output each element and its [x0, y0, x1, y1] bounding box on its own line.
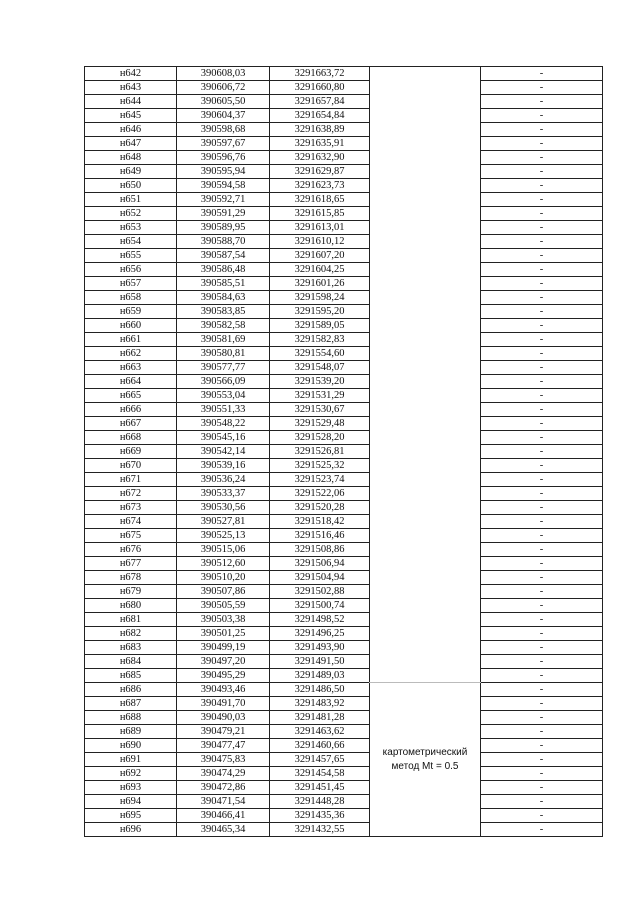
y-coordinate-cell: 3291432,55 [270, 823, 370, 837]
point-cell: н664 [85, 375, 177, 389]
y-coordinate-cell: 3291604,25 [270, 263, 370, 277]
table-body [85, 67, 603, 837]
y-coordinate-cell: 3291454,58 [270, 767, 370, 781]
note-cell: - [481, 767, 603, 781]
y-coordinate-cell: 3291654,84 [270, 109, 370, 123]
point-cell: н687 [85, 697, 177, 711]
y-coordinate-cell: 3291457,65 [270, 753, 370, 767]
y-coordinate-cell: 3291623,73 [270, 179, 370, 193]
table-row [85, 137, 603, 151]
point-cell: н661 [85, 333, 177, 347]
point-cell: н671 [85, 473, 177, 487]
x-coordinate-cell: 390605,50 [177, 95, 270, 109]
table-row [85, 515, 603, 529]
note-cell: - [481, 81, 603, 95]
y-coordinate-cell: 3291635,91 [270, 137, 370, 151]
table-row [85, 543, 603, 557]
note-cell: - [481, 683, 603, 697]
point-cell: н648 [85, 151, 177, 165]
y-coordinate-cell: 3291638,89 [270, 123, 370, 137]
table-row [85, 109, 603, 123]
y-coordinate-cell: 3291530,67 [270, 403, 370, 417]
point-cell: н644 [85, 95, 177, 109]
y-coordinate-cell: 3291618,65 [270, 193, 370, 207]
x-coordinate-cell: 390596,76 [177, 151, 270, 165]
x-coordinate-cell: 390505,59 [177, 599, 270, 613]
table-row [85, 67, 603, 81]
table-row [85, 319, 603, 333]
point-cell: н666 [85, 403, 177, 417]
table-row [85, 81, 603, 95]
note-cell: - [481, 207, 603, 221]
note-cell: - [481, 235, 603, 249]
y-coordinate-cell: 3291610,12 [270, 235, 370, 249]
point-cell: н689 [85, 725, 177, 739]
point-cell: н694 [85, 795, 177, 809]
y-coordinate-cell: 3291554,60 [270, 347, 370, 361]
table-row [85, 529, 603, 543]
y-coordinate-cell: 3291531,29 [270, 389, 370, 403]
note-cell: - [481, 375, 603, 389]
point-cell: н688 [85, 711, 177, 725]
x-coordinate-cell: 390472,86 [177, 781, 270, 795]
y-coordinate-cell: 3291529,48 [270, 417, 370, 431]
table-row [85, 445, 603, 459]
table-row [85, 585, 603, 599]
note-cell: - [481, 585, 603, 599]
y-coordinate-cell: 3291460,66 [270, 739, 370, 753]
y-coordinate-cell: 3291486,50 [270, 683, 370, 697]
x-coordinate-cell: 390542,14 [177, 445, 270, 459]
y-coordinate-cell: 3291589,05 [270, 319, 370, 333]
y-coordinate-cell: 3291595,20 [270, 305, 370, 319]
point-cell: н692 [85, 767, 177, 781]
table-row [85, 277, 603, 291]
x-coordinate-cell: 390477,47 [177, 739, 270, 753]
note-cell: - [481, 529, 603, 543]
x-coordinate-cell: 390465,34 [177, 823, 270, 837]
x-coordinate-cell: 390606,72 [177, 81, 270, 95]
note-cell: - [481, 655, 603, 669]
x-coordinate-cell: 390589,95 [177, 221, 270, 235]
y-coordinate-cell: 3291613,01 [270, 221, 370, 235]
point-cell: н655 [85, 249, 177, 263]
x-coordinate-cell: 390493,46 [177, 683, 270, 697]
x-coordinate-cell: 390490,03 [177, 711, 270, 725]
table-row [85, 459, 603, 473]
table-row [85, 263, 603, 277]
note-cell: - [481, 347, 603, 361]
note-cell: - [481, 613, 603, 627]
point-cell: н686 [85, 683, 177, 697]
table-row [85, 347, 603, 361]
table-row [85, 333, 603, 347]
x-coordinate-cell: 390503,38 [177, 613, 270, 627]
table-row [85, 711, 603, 725]
point-cell: н669 [85, 445, 177, 459]
note-cell: - [481, 263, 603, 277]
point-cell: н681 [85, 613, 177, 627]
note-cell: - [481, 165, 603, 179]
table-row [85, 641, 603, 655]
table-row [85, 375, 603, 389]
table-row [85, 767, 603, 781]
x-coordinate-cell: 390475,83 [177, 753, 270, 767]
y-coordinate-cell: 3291582,83 [270, 333, 370, 347]
point-cell: н696 [85, 823, 177, 837]
y-coordinate-cell: 3291516,46 [270, 529, 370, 543]
table-row [85, 571, 603, 585]
note-cell: - [481, 403, 603, 417]
point-cell: н654 [85, 235, 177, 249]
point-cell: н680 [85, 599, 177, 613]
y-coordinate-cell: 3291500,74 [270, 599, 370, 613]
note-cell: - [481, 179, 603, 193]
note-cell: - [481, 431, 603, 445]
point-cell: н642 [85, 67, 177, 81]
point-cell: н659 [85, 305, 177, 319]
point-cell: н679 [85, 585, 177, 599]
table-row [85, 389, 603, 403]
x-coordinate-cell: 390594,58 [177, 179, 270, 193]
note-cell: - [481, 557, 603, 571]
table-row [85, 151, 603, 165]
point-cell: н656 [85, 263, 177, 277]
y-coordinate-cell: 3291632,90 [270, 151, 370, 165]
x-coordinate-cell: 390604,37 [177, 109, 270, 123]
table-row [85, 305, 603, 319]
x-coordinate-cell: 390497,20 [177, 655, 270, 669]
table-row [85, 361, 603, 375]
point-cell: н678 [85, 571, 177, 585]
x-coordinate-cell: 390501,25 [177, 627, 270, 641]
point-cell: н674 [85, 515, 177, 529]
point-cell: н660 [85, 319, 177, 333]
x-coordinate-cell: 390597,67 [177, 137, 270, 151]
table-row [85, 291, 603, 305]
x-coordinate-cell: 390588,70 [177, 235, 270, 249]
point-cell: н672 [85, 487, 177, 501]
table-row [85, 823, 603, 837]
y-coordinate-cell: 3291489,03 [270, 669, 370, 683]
point-cell: н665 [85, 389, 177, 403]
note-cell: - [481, 151, 603, 165]
table-row [85, 403, 603, 417]
table-row [85, 249, 603, 263]
y-coordinate-cell: 3291508,86 [270, 543, 370, 557]
y-coordinate-cell: 3291629,87 [270, 165, 370, 179]
table-row [85, 753, 603, 767]
x-coordinate-cell: 390566,09 [177, 375, 270, 389]
note-cell: - [481, 641, 603, 655]
x-coordinate-cell: 390512,60 [177, 557, 270, 571]
table-row [85, 557, 603, 571]
y-coordinate-cell: 3291657,84 [270, 95, 370, 109]
y-coordinate-cell: 3291539,20 [270, 375, 370, 389]
table-row [85, 193, 603, 207]
note-cell: - [481, 781, 603, 795]
x-coordinate-cell: 390608,03 [177, 67, 270, 81]
table-row [85, 599, 603, 613]
x-coordinate-cell: 390551,33 [177, 403, 270, 417]
y-coordinate-cell: 3291496,25 [270, 627, 370, 641]
point-cell: н649 [85, 165, 177, 179]
point-cell: н651 [85, 193, 177, 207]
y-coordinate-cell: 3291523,74 [270, 473, 370, 487]
table-row [85, 809, 603, 823]
x-coordinate-cell: 390580,81 [177, 347, 270, 361]
point-cell: н650 [85, 179, 177, 193]
y-coordinate-cell: 3291525,32 [270, 459, 370, 473]
table-row [85, 627, 603, 641]
note-cell: - [481, 669, 603, 683]
point-cell: н646 [85, 123, 177, 137]
x-coordinate-cell: 390584,63 [177, 291, 270, 305]
y-coordinate-cell: 3291522,06 [270, 487, 370, 501]
note-cell: - [481, 333, 603, 347]
point-cell: н676 [85, 543, 177, 557]
x-coordinate-cell: 390539,16 [177, 459, 270, 473]
table-row [85, 795, 603, 809]
method-cell: картометрический метод Mt = 0.5 [370, 683, 481, 837]
table-row [85, 697, 603, 711]
note-cell: - [481, 795, 603, 809]
x-coordinate-cell: 390577,77 [177, 361, 270, 375]
note-cell: - [481, 711, 603, 725]
point-cell: н691 [85, 753, 177, 767]
y-coordinate-cell: 3291448,28 [270, 795, 370, 809]
coordinates-table [84, 66, 603, 837]
table-row [85, 781, 603, 795]
point-cell: н677 [85, 557, 177, 571]
y-coordinate-cell: 3291528,20 [270, 431, 370, 445]
note-cell: - [481, 739, 603, 753]
point-cell: н643 [85, 81, 177, 95]
x-coordinate-cell: 390582,58 [177, 319, 270, 333]
point-cell: н685 [85, 669, 177, 683]
x-coordinate-cell: 390592,71 [177, 193, 270, 207]
x-coordinate-cell: 390474,29 [177, 767, 270, 781]
x-coordinate-cell: 390527,81 [177, 515, 270, 529]
note-cell: - [481, 221, 603, 235]
note-cell: - [481, 123, 603, 137]
note-cell: - [481, 571, 603, 585]
x-coordinate-cell: 390530,56 [177, 501, 270, 515]
table-row [85, 221, 603, 235]
note-cell: - [481, 319, 603, 333]
x-coordinate-cell: 390583,85 [177, 305, 270, 319]
point-cell: н645 [85, 109, 177, 123]
point-cell: н663 [85, 361, 177, 375]
table-row [85, 501, 603, 515]
note-cell: - [481, 809, 603, 823]
note-cell: - [481, 697, 603, 711]
note-cell: - [481, 823, 603, 837]
x-coordinate-cell: 390595,94 [177, 165, 270, 179]
y-coordinate-cell: 3291504,94 [270, 571, 370, 585]
point-cell: н667 [85, 417, 177, 431]
note-cell: - [481, 67, 603, 81]
table-row [85, 725, 603, 739]
y-coordinate-cell: 3291601,26 [270, 277, 370, 291]
method-cell-upper [370, 67, 481, 683]
note-cell: - [481, 487, 603, 501]
note-cell: - [481, 599, 603, 613]
note-cell: - [481, 501, 603, 515]
note-cell: - [481, 277, 603, 291]
x-coordinate-cell: 390479,21 [177, 725, 270, 739]
point-cell: н684 [85, 655, 177, 669]
x-coordinate-cell: 390491,70 [177, 697, 270, 711]
table-row [85, 683, 603, 697]
table-row [85, 165, 603, 179]
y-coordinate-cell: 3291660,80 [270, 81, 370, 95]
note-cell: - [481, 305, 603, 319]
y-coordinate-cell: 3291607,20 [270, 249, 370, 263]
point-cell: н668 [85, 431, 177, 445]
point-cell: н693 [85, 781, 177, 795]
note-cell: - [481, 459, 603, 473]
table-row [85, 655, 603, 669]
table-row [85, 487, 603, 501]
table-row [85, 235, 603, 249]
y-coordinate-cell: 3291615,85 [270, 207, 370, 221]
x-coordinate-cell: 390510,20 [177, 571, 270, 585]
note-cell: - [481, 109, 603, 123]
point-cell: н695 [85, 809, 177, 823]
y-coordinate-cell: 3291520,28 [270, 501, 370, 515]
note-cell: - [481, 725, 603, 739]
note-cell: - [481, 417, 603, 431]
table-row [85, 669, 603, 683]
x-coordinate-cell: 390507,86 [177, 585, 270, 599]
y-coordinate-cell: 3291451,45 [270, 781, 370, 795]
note-cell: - [481, 389, 603, 403]
point-cell: н658 [85, 291, 177, 305]
x-coordinate-cell: 390466,41 [177, 809, 270, 823]
note-cell: - [481, 249, 603, 263]
x-coordinate-cell: 390585,51 [177, 277, 270, 291]
note-cell: - [481, 291, 603, 305]
note-cell: - [481, 193, 603, 207]
y-coordinate-cell: 3291518,42 [270, 515, 370, 529]
table-row [85, 207, 603, 221]
x-coordinate-cell: 390586,48 [177, 263, 270, 277]
point-cell: н690 [85, 739, 177, 753]
y-coordinate-cell: 3291502,88 [270, 585, 370, 599]
x-coordinate-cell: 390525,13 [177, 529, 270, 543]
note-cell: - [481, 137, 603, 151]
y-coordinate-cell: 3291548,07 [270, 361, 370, 375]
x-coordinate-cell: 390598,68 [177, 123, 270, 137]
note-cell: - [481, 627, 603, 641]
point-cell: н670 [85, 459, 177, 473]
table-row [85, 123, 603, 137]
note-cell: - [481, 515, 603, 529]
x-coordinate-cell: 390471,54 [177, 795, 270, 809]
table-row [85, 739, 603, 753]
x-coordinate-cell: 390581,69 [177, 333, 270, 347]
x-coordinate-cell: 390591,29 [177, 207, 270, 221]
point-cell: н673 [85, 501, 177, 515]
table-row [85, 179, 603, 193]
note-cell: - [481, 445, 603, 459]
x-coordinate-cell: 390533,37 [177, 487, 270, 501]
table-row [85, 95, 603, 109]
point-cell: н653 [85, 221, 177, 235]
note-cell: - [481, 361, 603, 375]
y-coordinate-cell: 3291598,24 [270, 291, 370, 305]
point-cell: н662 [85, 347, 177, 361]
table-row [85, 473, 603, 487]
y-coordinate-cell: 3291663,72 [270, 67, 370, 81]
point-cell: н675 [85, 529, 177, 543]
y-coordinate-cell: 3291463,62 [270, 725, 370, 739]
table-row [85, 613, 603, 627]
x-coordinate-cell: 390587,54 [177, 249, 270, 263]
y-coordinate-cell: 3291491,50 [270, 655, 370, 669]
point-cell: н647 [85, 137, 177, 151]
y-coordinate-cell: 3291506,94 [270, 557, 370, 571]
x-coordinate-cell: 390553,04 [177, 389, 270, 403]
point-cell: н682 [85, 627, 177, 641]
y-coordinate-cell: 3291526,81 [270, 445, 370, 459]
y-coordinate-cell: 3291493,90 [270, 641, 370, 655]
point-cell: н683 [85, 641, 177, 655]
x-coordinate-cell: 390545,16 [177, 431, 270, 445]
note-cell: - [481, 473, 603, 487]
x-coordinate-cell: 390515,06 [177, 543, 270, 557]
note-cell: - [481, 543, 603, 557]
note-cell: - [481, 753, 603, 767]
x-coordinate-cell: 390499,19 [177, 641, 270, 655]
table-row [85, 417, 603, 431]
table-row [85, 431, 603, 445]
point-cell: н652 [85, 207, 177, 221]
x-coordinate-cell: 390548,22 [177, 417, 270, 431]
y-coordinate-cell: 3291483,92 [270, 697, 370, 711]
point-cell: н657 [85, 277, 177, 291]
note-cell: - [481, 95, 603, 109]
y-coordinate-cell: 3291481,28 [270, 711, 370, 725]
y-coordinate-cell: 3291435,36 [270, 809, 370, 823]
x-coordinate-cell: 390495,29 [177, 669, 270, 683]
y-coordinate-cell: 3291498,52 [270, 613, 370, 627]
x-coordinate-cell: 390536,24 [177, 473, 270, 487]
